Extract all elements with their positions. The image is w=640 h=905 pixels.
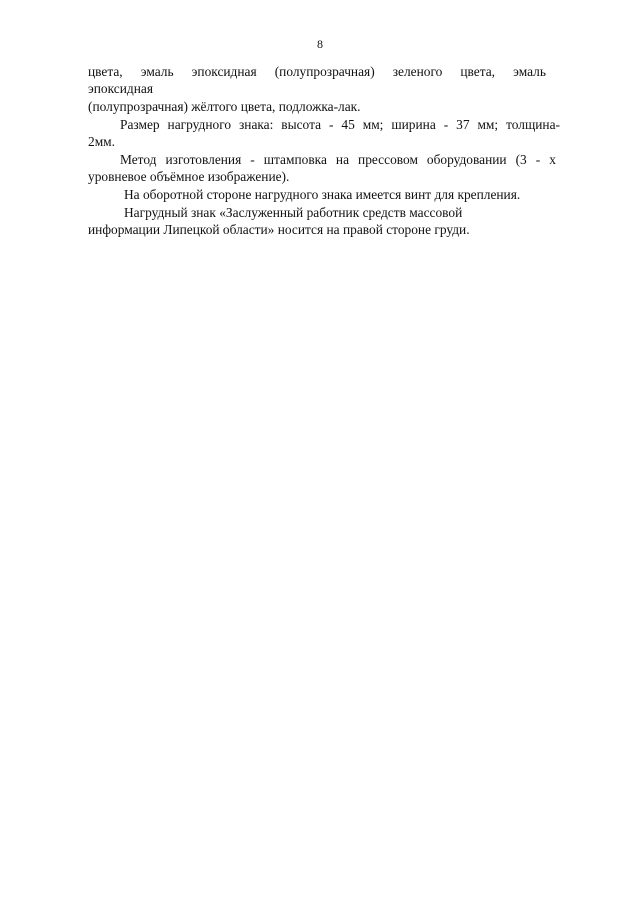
word: Размер [120,117,160,132]
paragraph-1-line-1 [88,63,546,80]
word: эмаль [513,64,546,79]
word: эпоксидная [191,64,257,79]
page-number: 8 [317,37,323,51]
paragraph-2-line-2: 2мм. [88,134,115,149]
word: штамповка [263,152,327,167]
word: цвета, [460,64,496,79]
word: знака: [238,117,274,132]
word: толщина- [506,117,560,132]
word: нагрудного [167,117,232,132]
paragraph-5-line-1: Нагрудный знак «Заслуженный работник средств массовой [124,205,463,220]
word: оборудовании [426,152,507,167]
word: ширина [391,117,436,132]
word: высота [281,117,322,132]
word: 37 [456,117,470,132]
word: - [443,117,449,132]
paragraph-3-line-1 [120,151,556,168]
word: мм; [362,117,384,132]
word: изготовления [165,152,242,167]
paragraph-1-line-3: (полупрозрачная) жёлтого цвета, подложка-лак. [88,99,361,114]
word: прессовом [358,152,418,167]
word: х [549,152,556,167]
word: зеленого [392,64,443,79]
paragraph-2-line-1 [120,116,560,133]
paragraph-3-line-2: уровневое объёмное изображение). [88,169,290,184]
paragraph-1-line-2: эпоксидная [88,81,153,96]
paragraph-5-line-2: информации Липецкой области» носится на правой стороне груди. [88,222,470,237]
word: 45 [341,117,355,132]
word: (полупрозрачная) [274,64,375,79]
word: эмаль [140,64,174,79]
paragraph-4-line-1: На оборотной стороне нагрудного знака имеется винт для крепления. [124,187,521,202]
word: Метод [120,152,157,167]
word: на [335,152,350,167]
word: - [328,117,334,132]
word: цвета, [88,64,123,79]
word: - [535,152,541,167]
word: (3 [515,152,527,167]
word: мм; [477,117,499,132]
word: - [250,152,255,167]
